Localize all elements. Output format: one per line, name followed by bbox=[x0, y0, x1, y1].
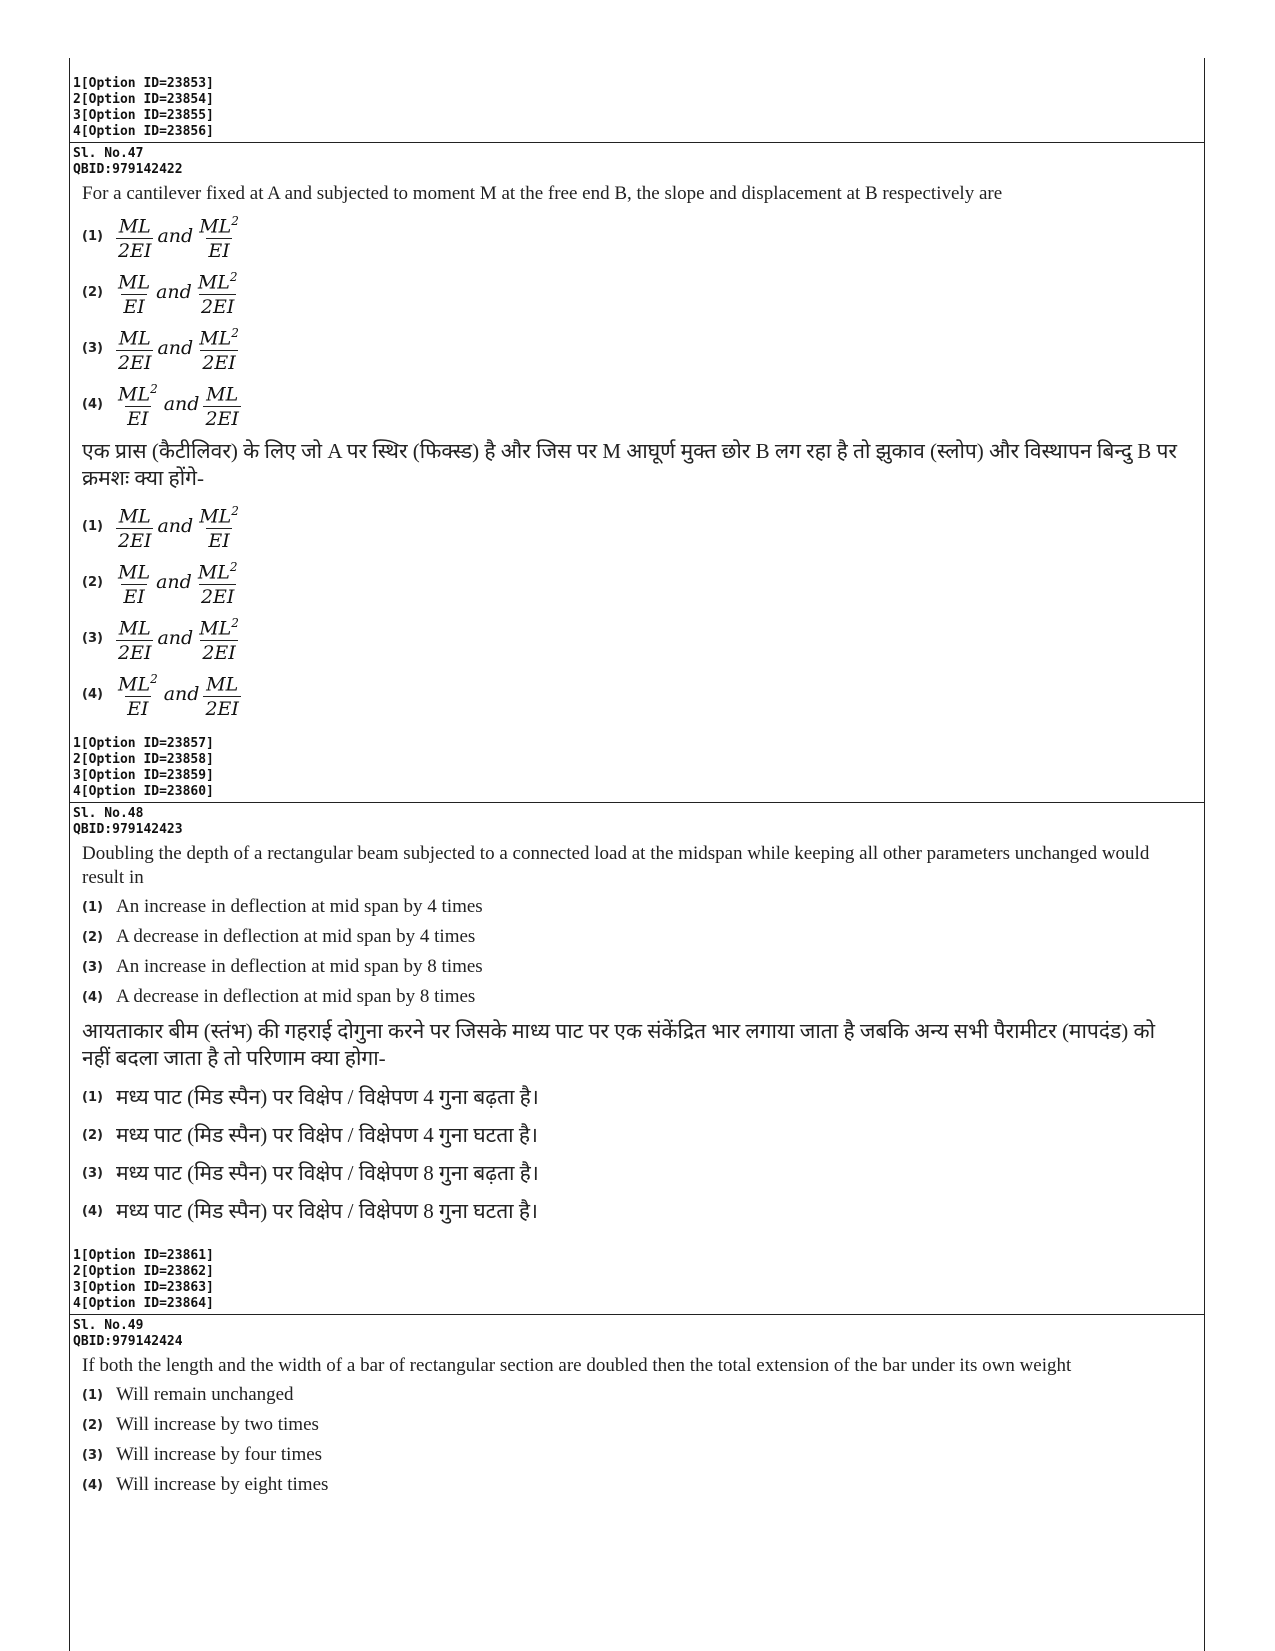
option-id: 3[Option ID=23859] bbox=[73, 768, 214, 783]
option-2[interactable] bbox=[82, 922, 1204, 952]
fraction: $\frac{ML}{2EI}$ bbox=[205, 673, 239, 721]
option-3[interactable] bbox=[82, 952, 1204, 982]
question-47 bbox=[70, 143, 1204, 803]
fraction: $\frac{ML}{2EI}$ bbox=[118, 327, 152, 375]
option-text: An increase in deflection at mid span by 8 times bbox=[116, 956, 483, 977]
option-text: Will increase by eight times bbox=[116, 1474, 329, 1495]
qbid: QBID:979142424 bbox=[73, 1334, 183, 1349]
and-word: and bbox=[163, 393, 200, 415]
option-id: 4[Option ID=23856] bbox=[73, 124, 214, 139]
option-number: (2) bbox=[82, 929, 103, 945]
option-number: (2) bbox=[82, 574, 103, 590]
option-number: (2) bbox=[82, 284, 103, 300]
option-number: (4) bbox=[82, 989, 103, 1005]
option-2-hi[interactable] bbox=[82, 554, 1204, 610]
and-word: and bbox=[157, 515, 194, 537]
option-2[interactable] bbox=[82, 1410, 1204, 1440]
question-48 bbox=[70, 803, 1204, 1315]
question-49 bbox=[70, 1315, 1204, 1502]
option-text: मध्य पाट (मिड स्पैन) पर विक्षेप / विक्षेपण 4 गुना बढ़ता है। bbox=[116, 1085, 539, 1109]
option-id: 2[Option ID=23862] bbox=[73, 1264, 214, 1279]
option-number: (4) bbox=[82, 396, 103, 412]
option-4[interactable] bbox=[82, 982, 1204, 1012]
fraction: $\frac{ML}{EI}$ bbox=[118, 271, 151, 319]
option-id-list bbox=[73, 1230, 1204, 1312]
option-id-list bbox=[73, 722, 1204, 800]
option-4[interactable] bbox=[82, 1470, 1204, 1500]
fraction: $\frac{ML^2}{EI}$ bbox=[118, 381, 158, 431]
option-1[interactable] bbox=[82, 892, 1204, 922]
option-4-hi[interactable] bbox=[82, 666, 1204, 722]
and-word: and bbox=[163, 683, 200, 705]
option-number: (1) bbox=[82, 228, 103, 244]
option-text: मध्य पाट (मिड स्पैन) पर विक्षेप / विक्षेपण 8 गुना बढ़ता है। bbox=[116, 1161, 539, 1185]
option-1[interactable] bbox=[82, 208, 1204, 264]
option-number: (4) bbox=[82, 1203, 103, 1219]
option-number: (2) bbox=[82, 1417, 103, 1433]
question-text-en: If both the length and the width of a bar of rectangular section are doubled then the total extension of the bar under its own weight bbox=[82, 1355, 1072, 1376]
option-id: 2[Option ID=23854] bbox=[73, 92, 214, 107]
option-id: 4[Option ID=23864] bbox=[73, 1296, 214, 1311]
option-number: (1) bbox=[82, 1089, 103, 1105]
options-en bbox=[73, 1380, 1204, 1500]
qbid: QBID:979142423 bbox=[73, 822, 183, 837]
option-text: A decrease in deflection at mid span by 4 times bbox=[116, 926, 476, 947]
option-id-list bbox=[73, 58, 1204, 140]
options-hi bbox=[73, 498, 1204, 722]
options-hi bbox=[73, 1078, 1204, 1230]
option-number: (3) bbox=[82, 630, 103, 646]
fraction: $\frac{ML}{2EI}$ bbox=[118, 505, 152, 553]
serial-number: Sl. No.47 bbox=[73, 146, 144, 161]
option-text: मध्य पाट (मिड स्पैन) पर विक्षेप / विक्षेपण 8 गुना घटता है। bbox=[116, 1199, 538, 1223]
fraction: $\frac{ML^2}{2EI}$ bbox=[199, 325, 239, 375]
option-1[interactable] bbox=[82, 1380, 1204, 1410]
options-en bbox=[73, 208, 1204, 432]
option-text: Will remain unchanged bbox=[116, 1384, 294, 1405]
and-word: and bbox=[156, 281, 192, 303]
question-text-hi: एक प्रास (कैटीलिवर) के लिए जो A पर स्थिर (फिक्स्ड) है और जिस पर M आघूर्ण मुक्त छोर B लग रहा है तो झुकाव (स्लोप) और विस्थापन बिन्दु B पर क्रमशः क्या होंगे- bbox=[82, 439, 1178, 490]
option-number: (4) bbox=[82, 686, 103, 702]
option-number: (3) bbox=[82, 1447, 103, 1463]
option-text: Will increase by four times bbox=[116, 1444, 323, 1465]
option-1-hi[interactable] bbox=[82, 1078, 1204, 1116]
options-en bbox=[73, 892, 1204, 1012]
fraction: $\frac{ML^2}{EI}$ bbox=[199, 213, 239, 263]
option-id: 1[Option ID=23857] bbox=[73, 736, 214, 751]
option-id: 2[Option ID=23858] bbox=[73, 752, 214, 767]
fraction: $\frac{ML}{2EI}$ bbox=[118, 215, 152, 263]
serial-number: Sl. No.49 bbox=[73, 1318, 144, 1333]
option-4-hi[interactable] bbox=[82, 1192, 1204, 1230]
option-number: (3) bbox=[82, 1165, 103, 1181]
option-1-hi[interactable] bbox=[82, 498, 1204, 554]
option-text: Will increase by two times bbox=[116, 1414, 319, 1435]
qbid: QBID:979142422 bbox=[73, 162, 183, 177]
previous-option-ids bbox=[70, 58, 1204, 143]
fraction: $\frac{ML^2}{2EI}$ bbox=[199, 615, 239, 665]
option-number: (3) bbox=[82, 340, 103, 356]
option-id: 3[Option ID=23863] bbox=[73, 1280, 214, 1295]
option-number: (1) bbox=[82, 518, 103, 534]
option-number: (3) bbox=[82, 959, 103, 975]
option-text: An increase in deflection at mid span by 4 times bbox=[116, 896, 483, 917]
fraction: $\frac{ML}{EI}$ bbox=[118, 561, 151, 609]
question-text-en: Doubling the depth of a rectangular beam subjected to a connected load at the midspan while keeping all other parameters unchanged would result in bbox=[82, 843, 1150, 888]
question-text-en: For a cantilever fixed at A and subjected to moment M at the free end B, the slope and displacement at B respectively are bbox=[82, 183, 1003, 204]
question-text-hi: आयताकार बीम (स्तंभ) की गहराई दोगुना करने पर जिसके माध्य पाट पर एक संकेंद्रित भार लगाया जाता है जबकि अन्य सभी पैरामीटर (मापदंड) को नहीं बदला जाता है तो परिणाम क्या होगा- bbox=[82, 1019, 1156, 1070]
option-number: (1) bbox=[82, 1387, 103, 1403]
option-4[interactable] bbox=[82, 376, 1204, 432]
fraction: $\frac{ML}{2EI}$ bbox=[118, 617, 152, 665]
option-id: 4[Option ID=23860] bbox=[73, 784, 214, 799]
serial-number: Sl. No.48 bbox=[73, 806, 144, 821]
option-2-hi[interactable] bbox=[82, 1116, 1204, 1154]
option-3-hi[interactable] bbox=[82, 1154, 1204, 1192]
and-word: and bbox=[157, 627, 194, 649]
option-number: (1) bbox=[82, 899, 103, 915]
and-word: and bbox=[156, 571, 192, 593]
option-number: (2) bbox=[82, 1127, 103, 1143]
fraction: $\frac{ML^2}{EI}$ bbox=[118, 671, 158, 721]
option-id: 3[Option ID=23855] bbox=[73, 108, 214, 123]
option-3[interactable] bbox=[82, 320, 1204, 376]
option-3-hi[interactable] bbox=[82, 610, 1204, 666]
fraction: $\frac{ML^2}{2EI}$ bbox=[197, 269, 238, 319]
option-3[interactable] bbox=[82, 1440, 1204, 1470]
option-text: A decrease in deflection at mid span by 8 times bbox=[116, 986, 476, 1007]
option-id: 1[Option ID=23853] bbox=[73, 76, 214, 91]
question-sheet bbox=[69, 58, 1205, 1651]
fraction: $\frac{ML}{2EI}$ bbox=[205, 383, 239, 431]
option-id: 1[Option ID=23861] bbox=[73, 1248, 214, 1263]
fraction: $\frac{ML^2}{EI}$ bbox=[199, 503, 239, 553]
and-word: and bbox=[157, 225, 194, 247]
option-text: मध्य पाट (मिड स्पैन) पर विक्षेप / विक्षेपण 4 गुना घटता है। bbox=[116, 1123, 538, 1147]
option-number: (4) bbox=[82, 1477, 103, 1493]
and-word: and bbox=[157, 337, 194, 359]
option-2[interactable] bbox=[82, 264, 1204, 320]
fraction: $\frac{ML^2}{2EI}$ bbox=[197, 559, 238, 609]
